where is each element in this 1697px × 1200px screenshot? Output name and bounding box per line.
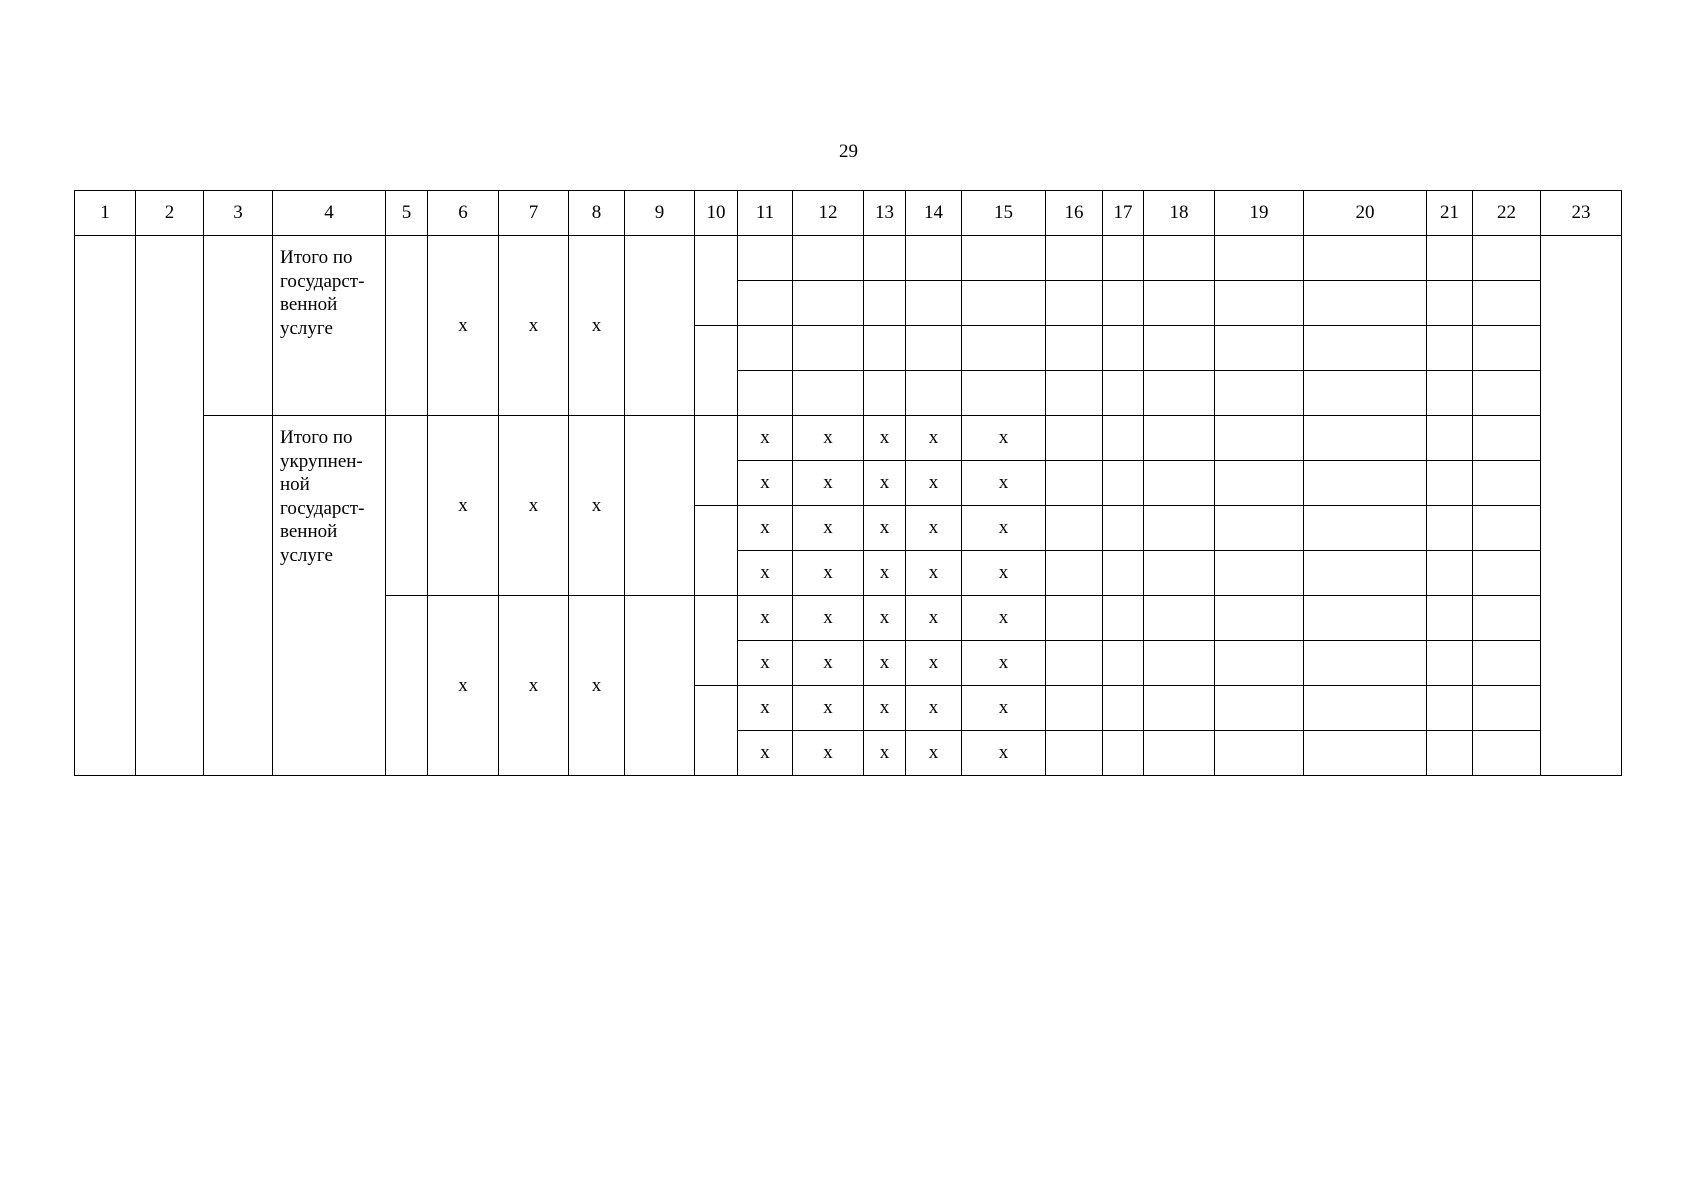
x-cell: x xyxy=(499,416,569,596)
cell xyxy=(1427,461,1473,506)
cell xyxy=(864,236,906,281)
cell xyxy=(962,326,1046,371)
cell xyxy=(1473,596,1541,641)
cell xyxy=(1103,596,1144,641)
header-row xyxy=(75,191,1622,236)
group-label-consolidated-service xyxy=(273,416,386,776)
cell-col9 xyxy=(625,236,695,416)
cell-col10 xyxy=(695,506,738,596)
cell xyxy=(1046,236,1103,281)
header-cell: 12 xyxy=(793,191,864,236)
cell xyxy=(1215,596,1304,641)
header-cell: 23 xyxy=(1541,191,1622,236)
x-cell: x xyxy=(569,596,625,776)
cell xyxy=(1215,371,1304,416)
label-line: венной xyxy=(280,294,338,315)
cell xyxy=(864,326,906,371)
cell xyxy=(906,236,962,281)
x-cell: x xyxy=(738,551,793,596)
cell-col5 xyxy=(386,236,428,416)
cell xyxy=(1473,731,1541,776)
label-line: государст- xyxy=(280,497,365,519)
header-cell: 20 xyxy=(1304,191,1427,236)
header-cell: 15 xyxy=(962,191,1046,236)
header-cell: 13 xyxy=(864,191,906,236)
cell xyxy=(1473,641,1541,686)
cell xyxy=(1473,281,1541,326)
x-cell: x xyxy=(738,596,793,641)
header-cell: 14 xyxy=(906,191,962,236)
cell xyxy=(1046,416,1103,461)
cell xyxy=(1215,686,1304,731)
cell xyxy=(1304,236,1427,281)
cell xyxy=(738,236,793,281)
cell xyxy=(793,326,864,371)
x-cell: x xyxy=(569,416,625,596)
cell xyxy=(1304,686,1427,731)
cell xyxy=(1427,641,1473,686)
cell xyxy=(1215,461,1304,506)
x-cell: x xyxy=(906,461,962,506)
x-cell: x xyxy=(962,551,1046,596)
cell xyxy=(1046,551,1103,596)
cell xyxy=(1144,506,1215,551)
cell xyxy=(1304,596,1427,641)
cell xyxy=(738,281,793,326)
group-label-state-service xyxy=(273,236,386,416)
x-cell: x xyxy=(906,731,962,776)
label-line: ной xyxy=(280,474,310,495)
x-cell: x xyxy=(738,461,793,506)
cell xyxy=(1144,551,1215,596)
cell-col10 xyxy=(695,416,738,506)
cell xyxy=(1144,281,1215,326)
cell xyxy=(793,236,864,281)
x-cell: x xyxy=(962,461,1046,506)
header-cell: 11 xyxy=(738,191,793,236)
cell-col10 xyxy=(695,326,738,416)
cell xyxy=(1473,551,1541,596)
x-cell: x xyxy=(906,551,962,596)
header-cell: 18 xyxy=(1144,191,1215,236)
cell xyxy=(1103,326,1144,371)
x-cell: x xyxy=(428,416,499,596)
cell xyxy=(1144,641,1215,686)
x-cell: x xyxy=(962,731,1046,776)
cell xyxy=(1046,731,1103,776)
cell xyxy=(1046,596,1103,641)
x-cell: x xyxy=(864,461,906,506)
x-cell: x xyxy=(864,551,906,596)
cell xyxy=(1144,596,1215,641)
cell-col10 xyxy=(695,596,738,686)
cell xyxy=(1046,506,1103,551)
x-cell: x xyxy=(793,596,864,641)
x-cell: x xyxy=(499,236,569,416)
x-cell: x xyxy=(962,686,1046,731)
summary-table xyxy=(74,190,1622,776)
x-cell: x xyxy=(428,236,499,416)
x-cell: x xyxy=(738,506,793,551)
label-line: Итого по xyxy=(280,247,353,268)
cell xyxy=(1046,686,1103,731)
header-cell: 22 xyxy=(1473,191,1541,236)
cell xyxy=(1473,416,1541,461)
x-cell: x xyxy=(962,596,1046,641)
header-cell: 19 xyxy=(1215,191,1304,236)
header-cell: 17 xyxy=(1103,191,1144,236)
cell xyxy=(1473,686,1541,731)
cell xyxy=(1304,416,1427,461)
x-cell: x xyxy=(906,686,962,731)
cell xyxy=(1427,506,1473,551)
label-line: услуге xyxy=(280,544,333,566)
x-cell: x xyxy=(906,641,962,686)
x-cell: x xyxy=(906,506,962,551)
cell xyxy=(1144,461,1215,506)
cell xyxy=(1046,371,1103,416)
cell xyxy=(1046,326,1103,371)
header-cell: 4 xyxy=(273,191,386,236)
cell xyxy=(738,371,793,416)
header-cell: 9 xyxy=(625,191,695,236)
cell xyxy=(1427,281,1473,326)
cell xyxy=(1427,596,1473,641)
cell xyxy=(1304,326,1427,371)
cell xyxy=(1144,371,1215,416)
x-cell: x xyxy=(906,416,962,461)
cell xyxy=(906,281,962,326)
cell xyxy=(1304,641,1427,686)
cell xyxy=(906,326,962,371)
cell xyxy=(1103,281,1144,326)
header-cell: 2 xyxy=(136,191,204,236)
x-cell: x xyxy=(864,731,906,776)
cell xyxy=(1046,461,1103,506)
x-cell: x xyxy=(793,551,864,596)
cell xyxy=(1046,641,1103,686)
cell xyxy=(1427,371,1473,416)
x-cell: x xyxy=(793,416,864,461)
header-cell: 7 xyxy=(499,191,569,236)
cell xyxy=(1215,506,1304,551)
cell xyxy=(793,371,864,416)
label-line: услуге xyxy=(280,317,333,339)
x-cell: x xyxy=(793,506,864,551)
cell xyxy=(1304,281,1427,326)
cell-col2 xyxy=(136,236,204,776)
cell xyxy=(1427,731,1473,776)
cell xyxy=(1103,236,1144,281)
header-cell: 16 xyxy=(1046,191,1103,236)
cell xyxy=(1103,461,1144,506)
x-cell: x xyxy=(864,596,906,641)
cell-col10 xyxy=(695,236,738,326)
table-row xyxy=(75,416,1622,461)
table-row xyxy=(75,236,1622,281)
cell xyxy=(1103,731,1144,776)
cell xyxy=(1103,641,1144,686)
label-line: Итого по xyxy=(280,427,353,448)
header-cell: 10 xyxy=(695,191,738,236)
cell xyxy=(1427,551,1473,596)
cell xyxy=(1215,641,1304,686)
cell xyxy=(1427,416,1473,461)
cell xyxy=(1427,236,1473,281)
header-cell: 1 xyxy=(75,191,136,236)
x-cell: x xyxy=(864,416,906,461)
cell xyxy=(864,371,906,416)
cell-col10 xyxy=(695,686,738,776)
label-line: укрупнен- xyxy=(280,450,363,472)
x-cell: x xyxy=(864,506,906,551)
cell xyxy=(962,236,1046,281)
cell xyxy=(1144,326,1215,371)
cell xyxy=(1473,506,1541,551)
x-cell: x xyxy=(962,506,1046,551)
cell xyxy=(1144,731,1215,776)
cell xyxy=(1215,326,1304,371)
x-cell: x xyxy=(738,686,793,731)
x-cell: x xyxy=(962,641,1046,686)
x-cell: x xyxy=(738,731,793,776)
cell xyxy=(1215,416,1304,461)
x-cell: x xyxy=(738,416,793,461)
cell xyxy=(1304,731,1427,776)
cell-col23 xyxy=(1541,236,1622,776)
cell xyxy=(1103,506,1144,551)
cell xyxy=(1473,326,1541,371)
cell xyxy=(864,281,906,326)
x-cell: x xyxy=(864,686,906,731)
cell-col9 xyxy=(625,596,695,776)
header-cell: 8 xyxy=(569,191,625,236)
cell xyxy=(1215,731,1304,776)
header-cell: 6 xyxy=(428,191,499,236)
cell xyxy=(1103,416,1144,461)
cell xyxy=(1046,281,1103,326)
cell xyxy=(906,371,962,416)
cell xyxy=(1103,686,1144,731)
x-cell: x xyxy=(793,461,864,506)
cell xyxy=(738,326,793,371)
cell-col9 xyxy=(625,416,695,596)
cell-col5 xyxy=(386,596,428,776)
cell xyxy=(1103,551,1144,596)
x-cell: x xyxy=(569,236,625,416)
cell xyxy=(1304,506,1427,551)
label-line: государст- xyxy=(280,270,365,292)
cell xyxy=(1427,686,1473,731)
cell xyxy=(1103,371,1144,416)
cell xyxy=(1304,551,1427,596)
x-cell: x xyxy=(793,686,864,731)
cell xyxy=(1304,371,1427,416)
cell xyxy=(1144,686,1215,731)
cell xyxy=(1144,416,1215,461)
header-cell: 3 xyxy=(204,191,273,236)
label-line: венной xyxy=(280,521,338,542)
x-cell: x xyxy=(906,596,962,641)
cell xyxy=(1473,236,1541,281)
cell xyxy=(1427,326,1473,371)
page-number: 29 xyxy=(839,141,858,162)
cell xyxy=(962,371,1046,416)
x-cell: x xyxy=(864,641,906,686)
header-cell: 21 xyxy=(1427,191,1473,236)
x-cell: x xyxy=(499,596,569,776)
x-cell: x xyxy=(738,641,793,686)
cell xyxy=(1215,551,1304,596)
cell xyxy=(1473,461,1541,506)
cell xyxy=(962,281,1046,326)
cell-col5 xyxy=(386,416,428,596)
cell-col3 xyxy=(204,236,273,416)
cell-col1 xyxy=(75,236,136,776)
x-cell: x xyxy=(793,641,864,686)
cell-col3 xyxy=(204,416,273,776)
header-cell: 5 xyxy=(386,191,428,236)
x-cell: x xyxy=(793,731,864,776)
cell xyxy=(793,281,864,326)
x-cell: x xyxy=(962,416,1046,461)
cell xyxy=(1304,461,1427,506)
cell xyxy=(1215,236,1304,281)
x-cell: x xyxy=(428,596,499,776)
cell xyxy=(1215,281,1304,326)
cell xyxy=(1144,236,1215,281)
cell xyxy=(1473,371,1541,416)
